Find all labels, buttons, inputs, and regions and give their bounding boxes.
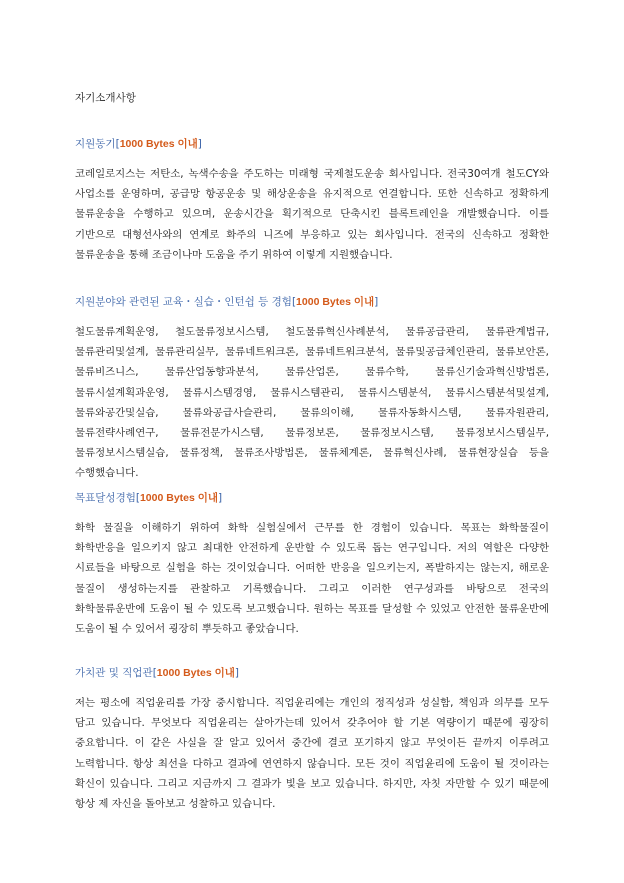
section-heading-text: 지원분야와 관련된 교육・실습・인턴쉽 등 경험: [75, 296, 292, 308]
section-body: 철도물류계획운영, 철도물류정보시스템, 철도물류혁신사례분석, 물류공급관리, 물류관계법규, 물류관리및설계, 물류관리실무, 물류네트워크론, 물류네트워크분석, 물류및공급체인관리, 물류보안론, 물류비즈니스, 물류산업동향과분석, 물류산업론, 물류수학, 물류신기술과혁신방법론, 물류시설계획과운영, 물류시스템경영, 물류시스템관리, 물류시스템분석, 물류시스템분석및설계, 물류와공간및실습, 물류와공급사슬관리, 물류의이해, 물류자동화시스템, 물류자원관리, 물류전략사례연구, 물류전문가시스템, 물류정보론, 물류정보시스템, 물류정보시스템실무, 물류정보시스템실습, 물류정책, 물류조사방법론, 물류체계론, 물류혁신사례, 물류현장실습 등을 수행했습니다.: [75, 326, 549, 480]
section-goal-achievement: [75, 490, 549, 639]
section-body: 저는 평소에 직업윤리를 가장 중시합니다. 직업윤리에는 개인의 정직성과 성실함, 책임과 의무를 모두 담고 있습니다. 무엇보다 직업윤리는 살아가는데 있어서 갖추어야 할 기본 역량이기 때문에 굉장히 중요합니다. 이 같은 사실을 잘 알고 있어서 중간에 결코 포기하지 않고 무엇이든 끝까지 이루려고 노력합니다. 항상 최선을 다하고 결과에 연연하지 않습니다. 모든 것이 직업윤리에 도움이 될 것이라는 확신이 있습니다. 그리고 지금까지 그 결과가 빛을 보고 있습니다. 하지만, 자칫 자만할 수 있기 때문에 항상 제 자신을 돌아보고 성찰하고 있습니다.: [75, 697, 549, 811]
section-body: 화학 물질을 이해하기 위하여 화학 실험실에서 근무를 한 경험이 있습니다. 목표는 화학물질이 화학반응을 일으키지 않고 최대한 안전하게 운반할 수 있도록 돕는 연구입니다. 저의 역할은 다양한 시료들을 바탕으로 실험을 하는 것이었습니다. 어떠한 반응을 일으키는지, 폭발하지는 않는지, 해로운 물질이 생성하는지를 관찰하고 기록했습니다. 그리고 이러한 연구성과를 바탕으로 전국의 화학물류운반에 도움이 될 수 있도록 보고했습니다. 원하는 목표를 달성할 수 있었고 안전한 물류운반에 도움이 될 수 있어서 굉장히 뿌듯하고 좋았습니다.: [75, 522, 549, 636]
section-heading: [75, 665, 549, 681]
bracket-close: ]: [197, 138, 202, 150]
bracket-close: ]: [374, 296, 379, 308]
document-page: [75, 90, 549, 811]
section-heading-text: 목표달성경험: [75, 492, 136, 504]
section-heading: [75, 294, 549, 310]
section-motivation: [75, 136, 549, 265]
section-experience: [75, 294, 549, 484]
bracket-open: [: [135, 492, 140, 504]
section-values: [75, 665, 549, 814]
section-heading-text: 지원동기: [75, 138, 116, 150]
byte-limit: 1000 Bytes 이내: [156, 667, 235, 679]
section-heading: [75, 136, 549, 152]
section-body: 코레일로지스는 저탄소, 녹색수송을 주도하는 미래형 국제철도운송 회사입니다. 전국30여개 철도CY와 사업소를 운영하며, 공급망 항공운송 및 해상운송을 유지적으로 연결합니다. 또한 신속하고 정확하게 물류운송을 수행하고 있으며, 운송시간을 획기적으로 단축시킨 블록트레인을 개발했습니다. 이를 기반으로 대형선사와의 연계로 화주의 니즈에 부응하고 있는 회사입니다. 전국의 신속하고 정확한 물류운송을 통해 조금이나마 도움을 주기 위하여 이렇게 지원했습니다.: [75, 168, 549, 261]
byte-limit: 1000 Bytes 이내: [139, 492, 219, 504]
bracket-open: [: [115, 138, 120, 150]
bracket-close: ]: [218, 492, 223, 504]
byte-limit: 1000 Bytes 이내: [296, 296, 375, 308]
byte-limit: 1000 Bytes 이내: [119, 138, 198, 150]
bracket-close: ]: [234, 667, 239, 679]
section-heading-text: 가치관 및 직업관: [75, 667, 153, 679]
section-heading: [75, 490, 549, 506]
document-title: 자기소개사항: [75, 92, 136, 104]
bracket-open: [: [291, 296, 297, 308]
bracket-open: [: [152, 667, 157, 679]
